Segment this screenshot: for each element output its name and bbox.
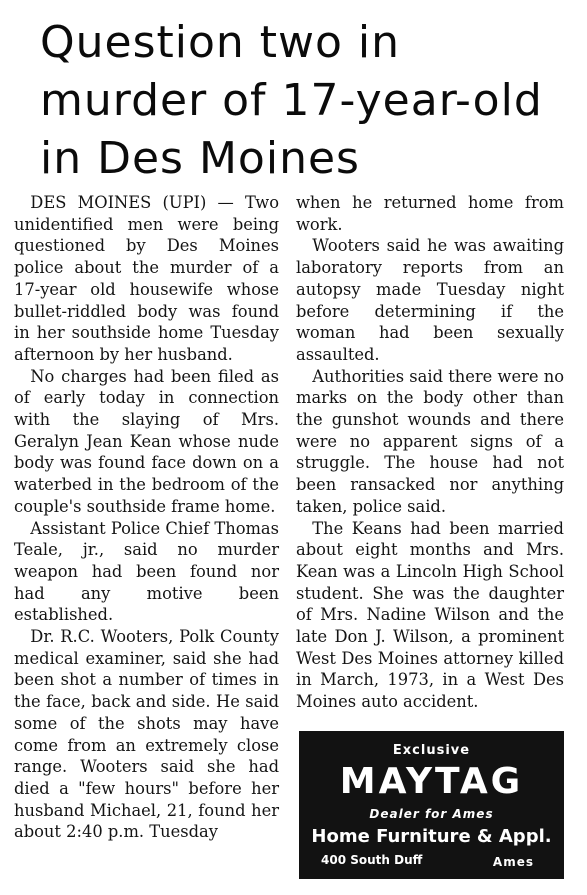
ad-address: 400 South Duff xyxy=(321,853,423,867)
headline xyxy=(40,14,580,188)
ad-exclusive-label: Exclusive xyxy=(392,743,471,758)
article-paragraph: Wooters said he was awaiting laboratory reports from an autopsy made Tuesday night before determining if the woman had been sexually assaulted. xyxy=(296,236,564,364)
article-column-right xyxy=(296,192,564,713)
ad-store-name: Home Furniture & Appl. xyxy=(311,826,552,847)
article-column-left xyxy=(14,192,279,843)
maytag-advertisement xyxy=(299,731,564,879)
headline-line-3: in Des Moines xyxy=(40,133,360,184)
article-paragraph: DES MOINES (UPI) — Two unidentified men were being questioned by Des Moines police about the murder of a 17-year old housewife whose bullet-riddled body was found in her southside home Tuesday afternoon by her husband. xyxy=(14,193,279,364)
ad-city: Ames xyxy=(492,855,534,869)
ad-brand-name: MAYTAG xyxy=(339,761,524,802)
article-paragraph: Assistant Police Chief Thomas Teale, jr., said no murder weapon had been found nor had any motive been established. xyxy=(14,518,279,625)
headline-line-2: murder of 17-year-old xyxy=(40,75,543,126)
headline-line-1: Question two in xyxy=(40,17,401,68)
article-paragraph: Dr. R.C. Wooters, Polk County medical examiner, said she had been shot a number of times in the face, back and side. He said some of the shots may have come from an extremely close range. Wooters said she had died a "few hours" before her husband Michael, 21, found her about 2:40 p.m. Tuesday xyxy=(14,627,279,842)
article-paragraph: No charges had been filed as of early today in connection with the slaying of Mrs. Geralyn Jean Kean whose nude body was found face down on a waterbed in the bedroom of the couple's southside frame home. xyxy=(14,366,279,516)
ad-dealer-line: Dealer for Ames xyxy=(369,807,494,821)
article-paragraph: The Keans had been married about eight months and Mrs. Kean was a Lincoln High School student. She was the daughter of Mrs. Nadine Wilson and the late Don J. Wilson, a prominent West Des Moines attorney killed in March, 1973, in a West Des Moines auto accident. xyxy=(296,518,564,712)
article-paragraph-continuation: when he returned home from work. xyxy=(296,193,564,234)
article-paragraph: Authorities said there were no marks on the body other than the gunshot wounds and there were no apparent signs of a struggle. The house had not been ransacked nor anything taken, police said. xyxy=(296,366,564,516)
